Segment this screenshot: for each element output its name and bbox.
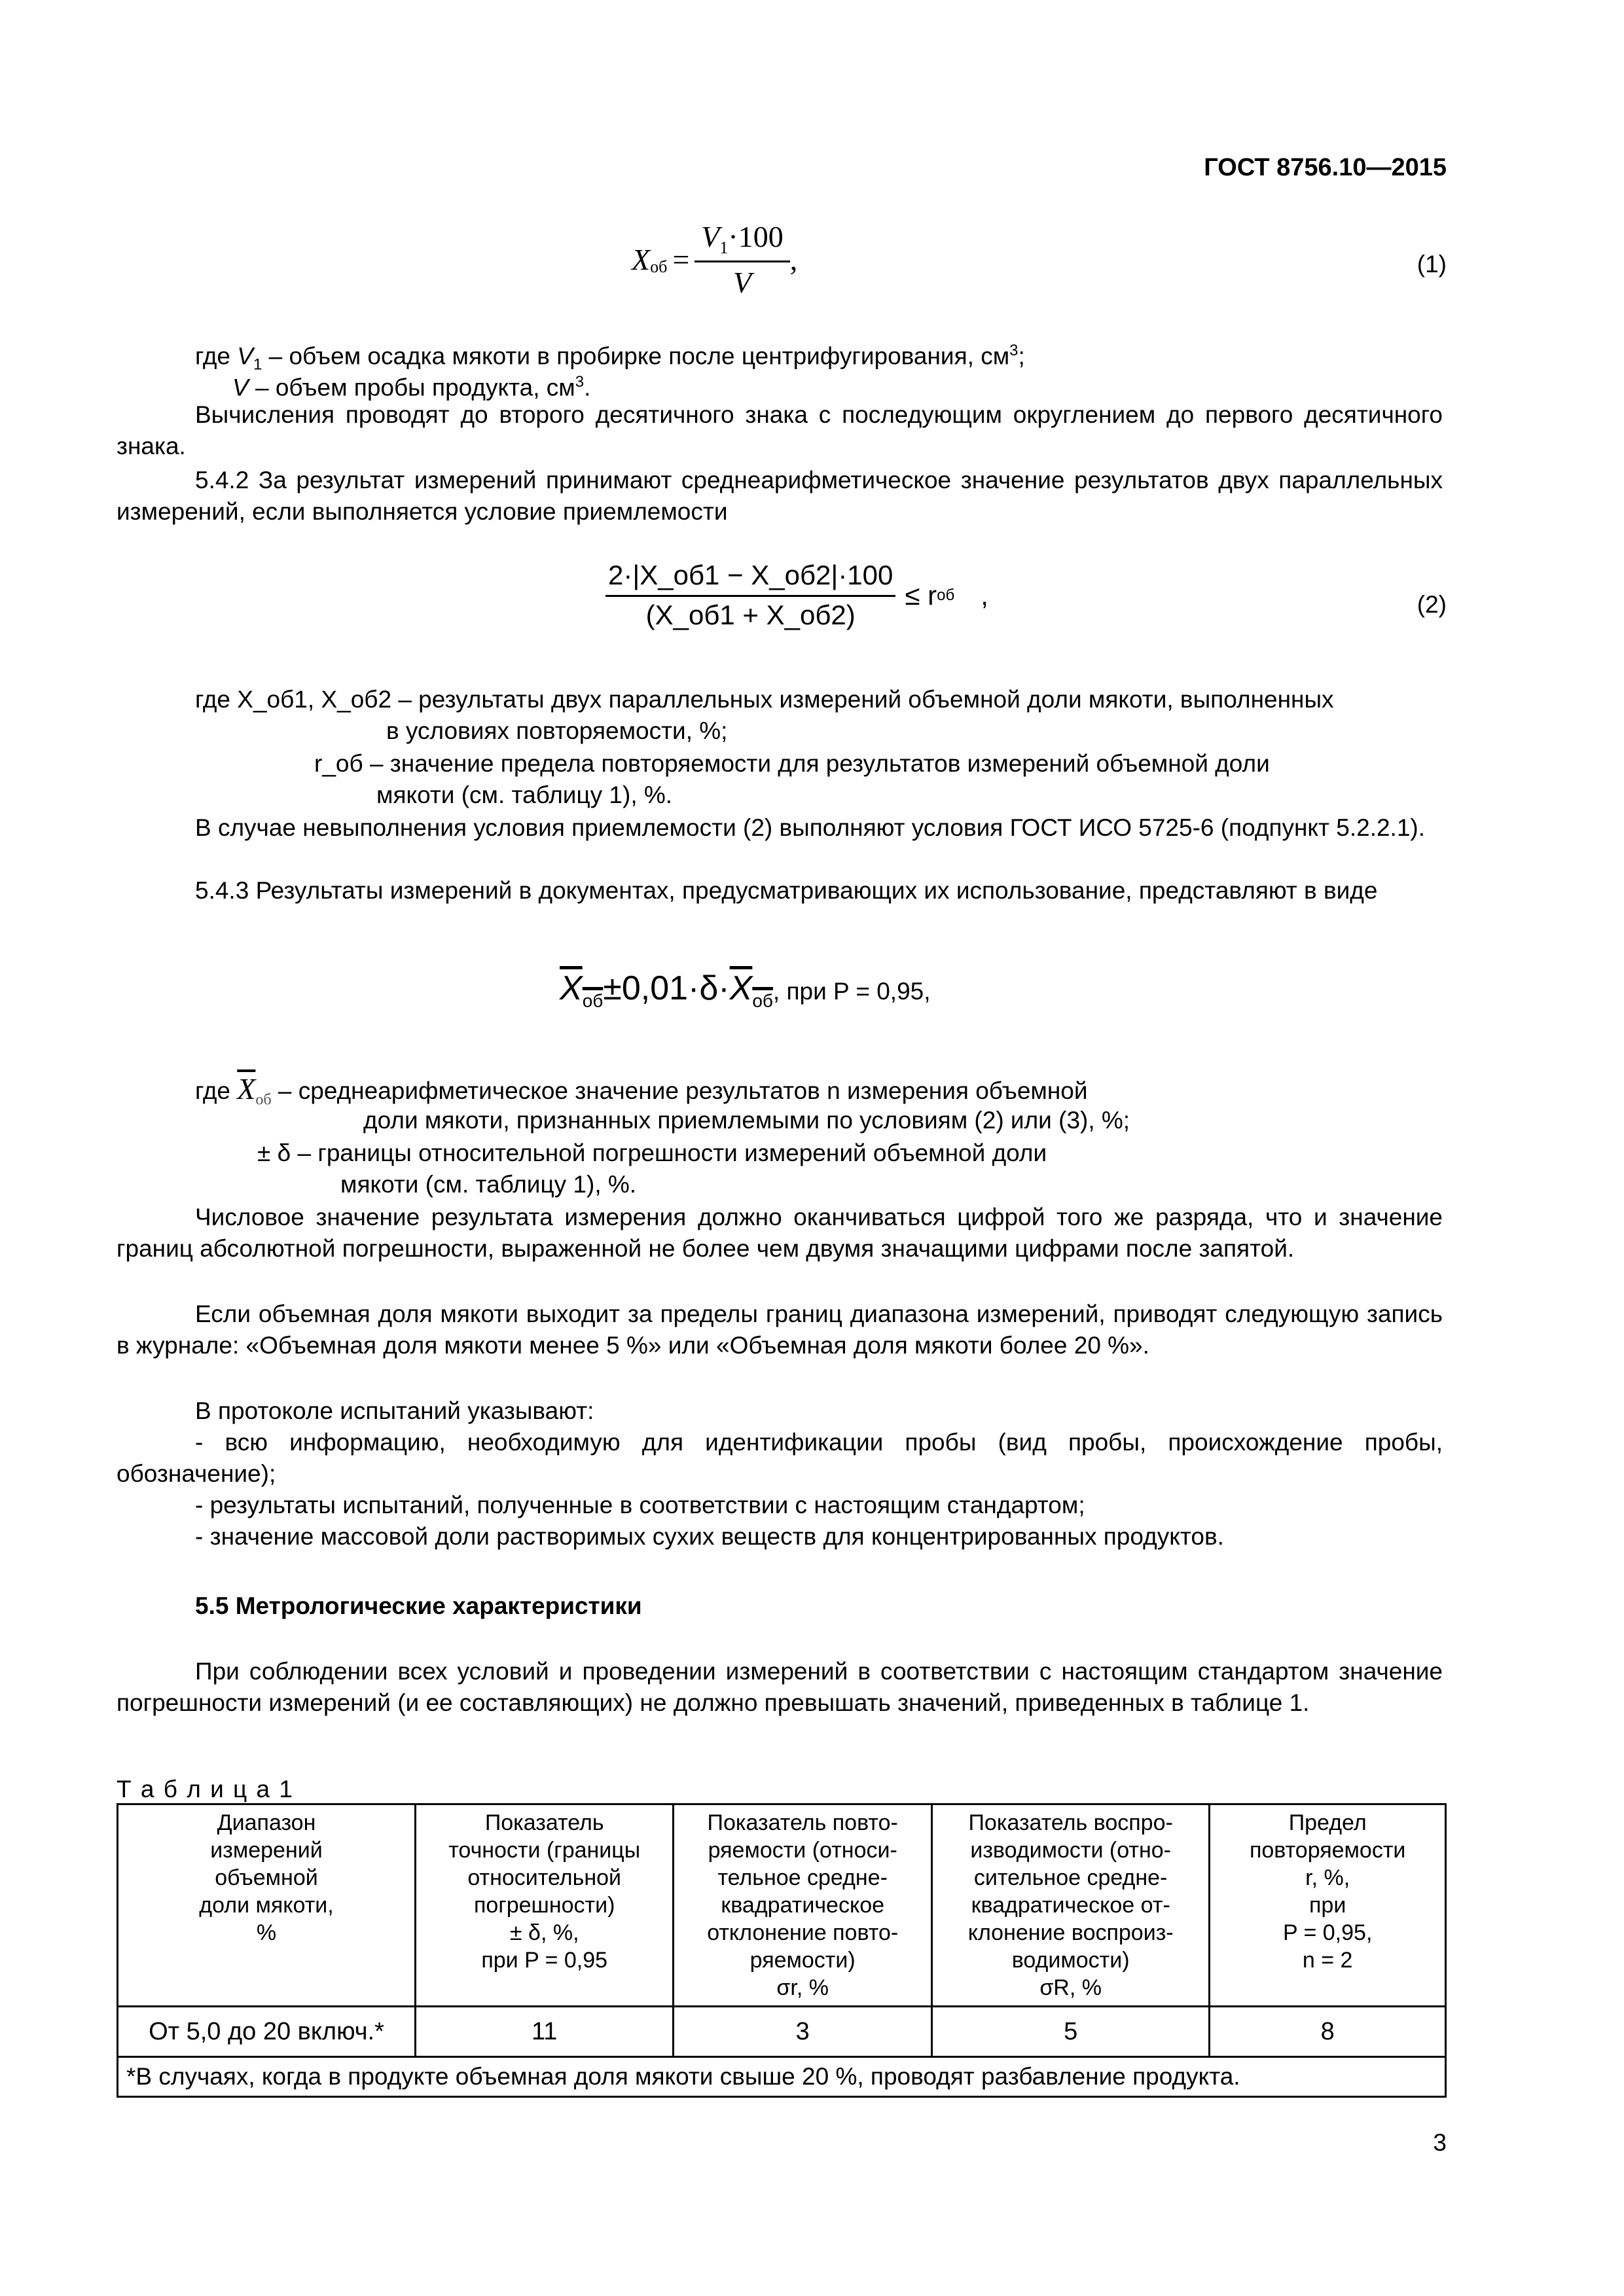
where-1-line-1: где $V_1$ – объем осадка мякоти в пробирке после центрифугирования, $см^3$; [195, 342, 1025, 374]
where-3-line-2: доли мякоти, признанных приемлемыми по условиям (2) или (3), %; [363, 1107, 1130, 1134]
table-cell: 8 [1210, 2007, 1446, 2057]
paragraph-5-5: При соблюдении всех условий и проведении измерений в соответствии с настоящим стандартом значение погрешности измерений (и ее составляющих) не должно превышать значений, приведенных в таблице 1. [117, 1658, 1443, 1716]
where-2-line-4: мякоти (см. таблицу 1), %. [376, 781, 673, 808]
protocol-item-2: - результаты испытаний, полученные в соответствии с настоящим стандартом; [195, 1492, 1085, 1518]
table-1 [117, 1803, 1447, 2098]
table-cell: 3 [674, 2007, 932, 2057]
where-3-line-1: где $\overline{X}_{об}$ – среднеарифметическое значение результатов n измерения объемной [195, 1072, 1088, 1109]
paragraph-calculation: Вычисления проводят до второго десятичного знака с последующим округлением до первого десятичного знака. [117, 401, 1443, 459]
protocol-item-1: - всю информацию, необходимую для идентификации пробы (вид пробы, происхождение пробы, обозначение); [117, 1429, 1443, 1487]
document-header: ГОСТ 8756.10—2015 [1204, 154, 1447, 181]
table-cell: 5 [931, 2007, 1209, 2057]
table-header-cell: Показатель точности (границы относительной погрешности) ± δ, %, при P = 0,95 [415, 1804, 673, 2007]
paragraph-range-exceeded: Если объемная доля мякоти выходит за пределы границ диапазона измерений, приводят следующую запись в журнале: «Объемная доля мякоти менее 5 %» или «Объемная доля мякоти более 20 %». [117, 1300, 1443, 1359]
formula-3: $X_{об}$ ±0,01·δ· $X_{об}$ , при P = 0,95, [560, 969, 931, 1011]
where-3-line-4: мякоти (см. таблицу 1), %. [340, 1171, 637, 1198]
page-number: 3 [1433, 2129, 1447, 2156]
table-header-cell: Предел повторяемости r, %, при P = 0,95, n = 2 [1210, 1804, 1446, 2007]
paragraph-protocol: В протоколе испытаний указывают: [195, 1397, 594, 1424]
table-footnote-row [118, 2057, 1446, 2097]
paragraph-5-4-3: 5.4.3 Результаты измерений в документах, предусматривающих их использование, представляют в виде [195, 877, 1378, 904]
paragraph-numeric-value: Числовое значение результата измерения должно оканчиваться цифрой того же разряда, что и значение границ абсолютной погрешности, выраженной не более чем двумя значащими цифрами после запятой. [117, 1204, 1443, 1262]
where-2-line-1: где X_об1, X_об2 – результаты двух параллельных измерений объемной доли мякоти, выполненных [195, 686, 1334, 713]
table-header-cell: Диапазон измерений объемной доли мякоти, % [118, 1804, 416, 2007]
where-1-line-2: V – объем пробы продукта, $см^3$. [232, 373, 591, 401]
formula-1: X $_{об}$ = $\frac{V_1\cdot 100}{V}$ , [632, 220, 798, 300]
paragraph-5-4-2: 5.4.2 За результат измерений принимают среднеарифметическое значение результатов двух параллельных измерений, если выполняется условие приемлемости [117, 467, 1443, 525]
protocol-item-3: - значение массовой доли растворимых сухих веществ для концентрированных продуктов. [195, 1523, 1224, 1550]
table-caption: Т а б л и ц а 1 [117, 1776, 294, 1803]
formula-1-number: (1) [1416, 251, 1447, 278]
table-header-cell: Показатель воспро- изводимости (отно- сительное средне- квадратическое от- клонение воспроиз- водимости) σR, % [931, 1804, 1209, 2007]
formula-2-number: (2) [1416, 591, 1447, 618]
table-header-cell: Показатель повто- ряемости (относи- тельное средне- квадратическое отклонение повто- ряемости) σr, % [674, 1804, 932, 2007]
where-2-line-2: в условиях повторяемости, %; [386, 717, 728, 744]
table-cell: 11 [415, 2007, 673, 2057]
table-footnote: *В случаях, когда в продукте объемная доля мякоти свыше 20 %, проводят разбавление продукта. [118, 2057, 1446, 2097]
where-3-line-3: ± δ – границы относительной погрешности измерений объемной доли [257, 1139, 1047, 1166]
section-5-5-heading: 5.5 Метрологические характеристики [195, 1592, 642, 1619]
paragraph-acceptability-fail: В случае невыполнения условия приемлемости (2) выполняют условия ГОСТ ИСО 5725-6 (подпункт 5.2.2.1). [195, 814, 1426, 841]
where-2-line-3: r_об – значение предела повторяемости для результатов измерений объемной доли [314, 750, 1270, 777]
formula-2: $\frac{2\cdot|X\_об1 - X\_об2|\cdot 100}{(X\_об1 + X\_об2)}$ ≤ r об , [605, 560, 988, 631]
table-cell: От 5,0 до 20 включ.* [118, 2007, 416, 2057]
table-row [118, 2007, 1446, 2057]
table-header-row [118, 1804, 1446, 2007]
